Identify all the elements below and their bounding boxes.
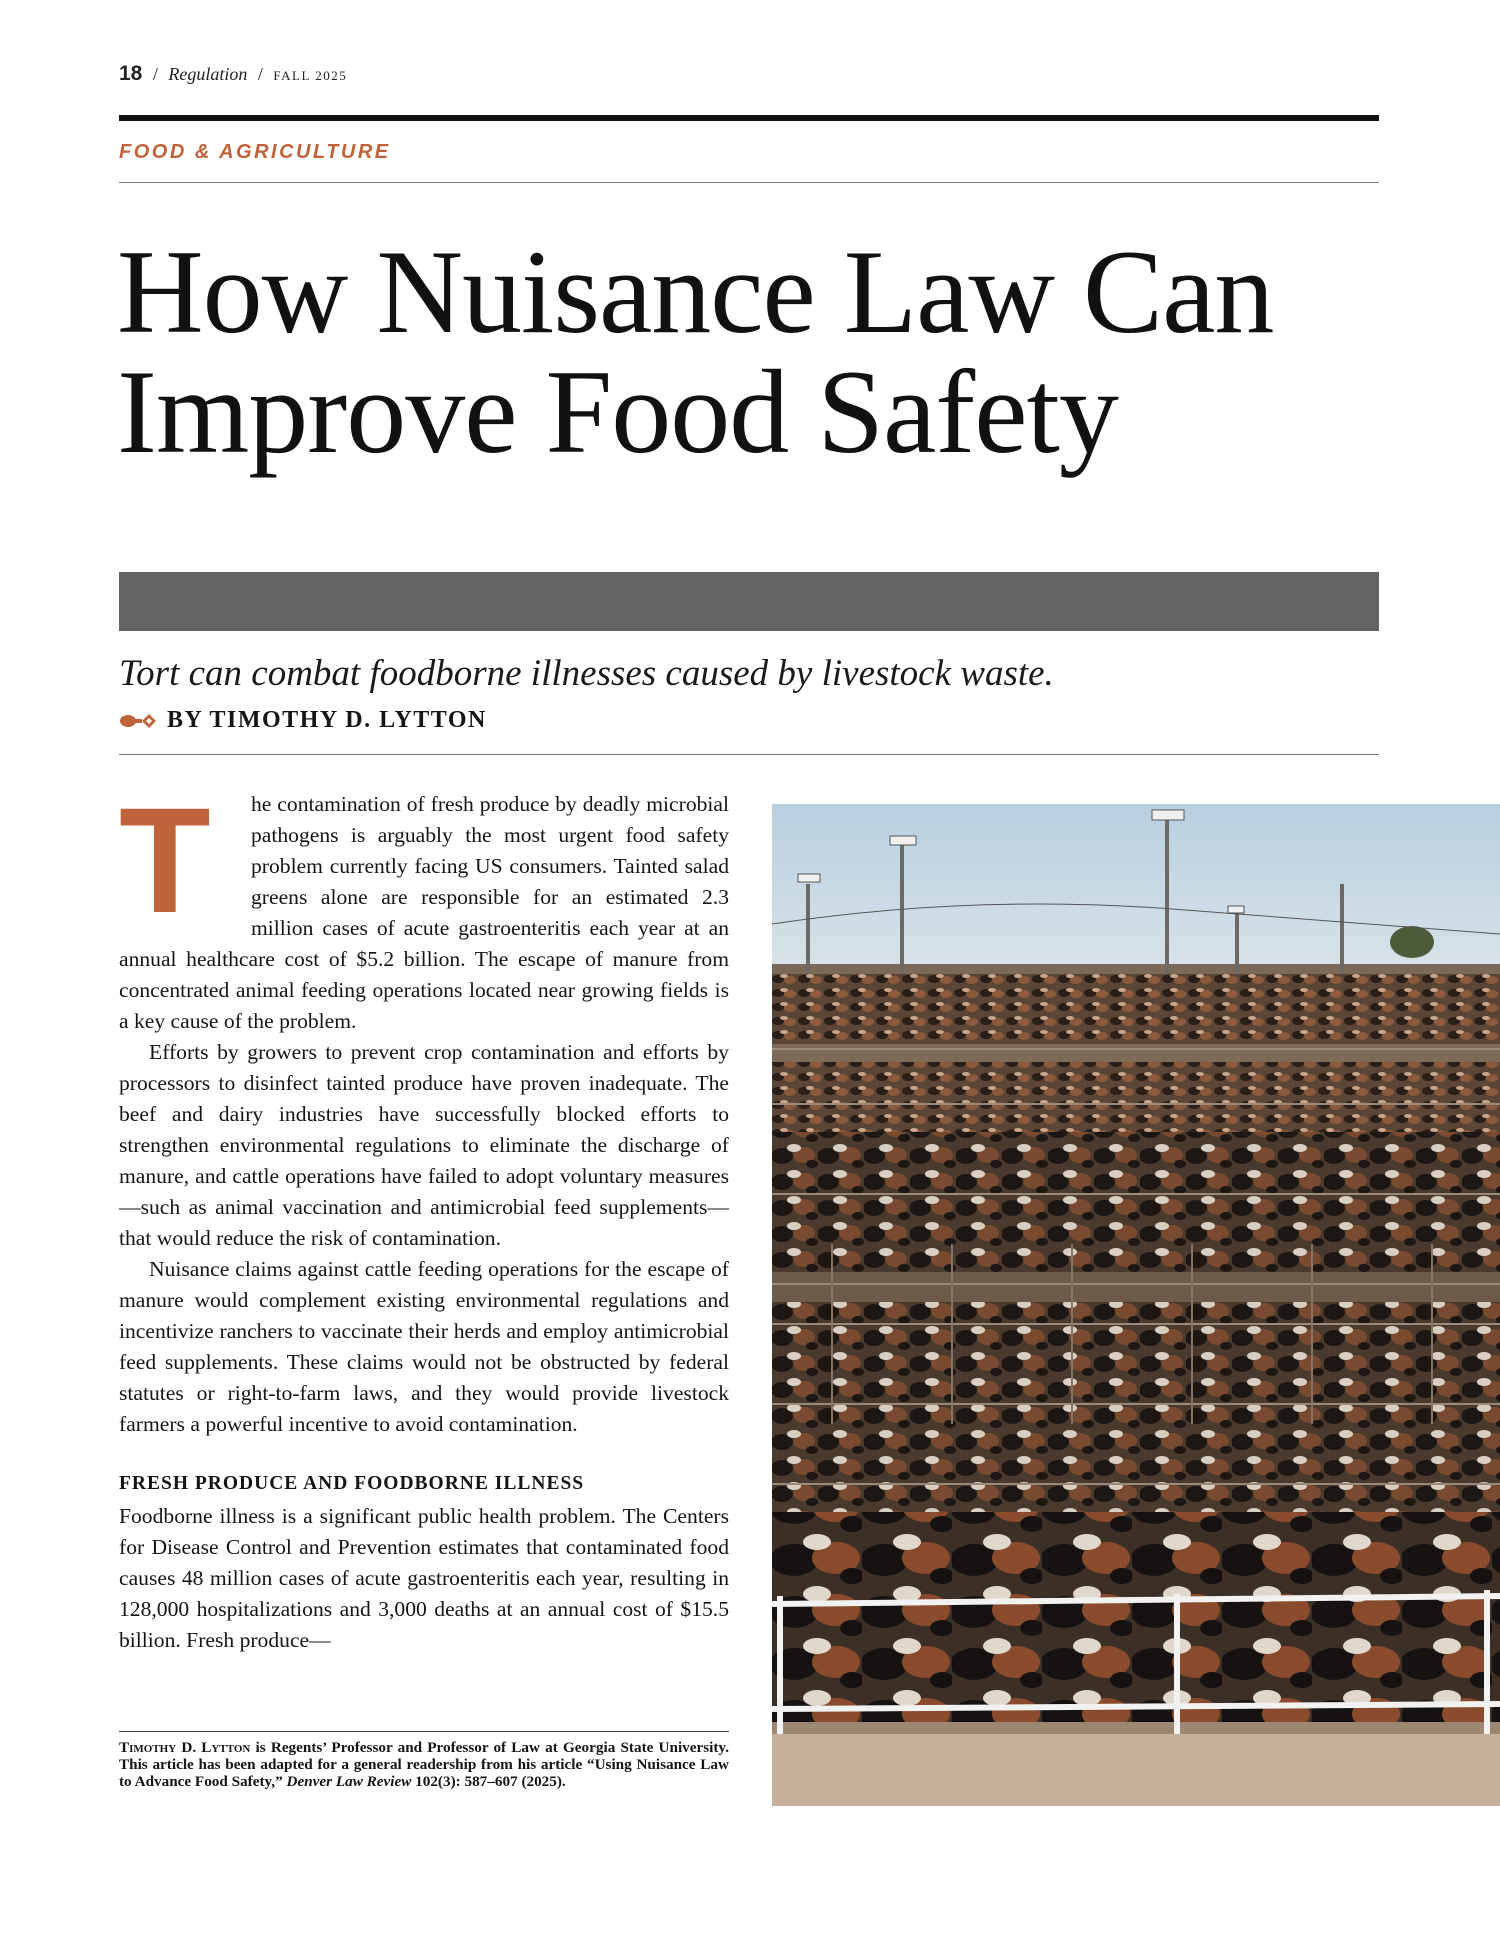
headline bbox=[117, 225, 1407, 478]
section-label: FOOD & AGRICULTURE bbox=[119, 141, 391, 163]
dek: Tort can combat foodborne illnesses caused by livestock waste. bbox=[119, 653, 1054, 694]
paragraph-4: Foodborne illness is a significant public health problem. The Centers for Disease Control and Prevention estimates that contaminated food causes 48 million cases of acute gastroenteritis each year, resulting in 128,000 hospitalizations and 3,000 deaths at an annual cost of $15.5 billion. Fresh produce— bbox=[119, 1504, 729, 1652]
drop-cap: T bbox=[119, 797, 211, 925]
byline-text: BY TIMOTHY D. LYTTON bbox=[167, 707, 487, 733]
paragraph-2: Efforts by growers to prevent crop contamination and efforts by processors to disinfect tainted produce have proven inadequate. The beef and dairy industries have successfully blocked efforts to strengthen environmental regulations to eliminate the discharge of manure, and cattle operations have failed to adopt voluntary measures—such as animal vaccination and antimicrobial feed supplements—that would reduce the risk of contamination. bbox=[119, 1040, 729, 1250]
headline-line-1: How Nuisance Law Can bbox=[117, 225, 1274, 358]
separator: / bbox=[257, 64, 263, 84]
bio-author-name: Timothy D. Lytton bbox=[119, 1739, 251, 1756]
grey-band bbox=[119, 572, 1379, 631]
author-bio bbox=[119, 1739, 729, 1790]
byline-divider bbox=[119, 754, 1379, 755]
separator: / bbox=[152, 64, 158, 84]
headline-line-2: Improve Food Safety bbox=[117, 345, 1118, 478]
paragraph-1 bbox=[119, 789, 729, 1037]
paragraph-3: Nuisance claims against cattle feeding operations for the escape of manure would complement existing environmental regulations and incentivize ranchers to vaccinate their herds and employ antimicrobial feed supplements. These claims would not be obstructed by federal statutes or right-to-farm laws, and they would provide livestock farmers a powerful incentive to avoid contamination. bbox=[119, 1257, 729, 1436]
bio-text: is Regents’ Professor and Professor of Law at Georgia State University. This article has been adapted for a general readership from his article “Using Nuisance Law to Advance Food Safety,” bbox=[119, 1739, 729, 1790]
issue-label: FALL 2025 bbox=[273, 68, 348, 83]
page-number: 18 bbox=[119, 62, 143, 85]
byline bbox=[119, 707, 487, 734]
bio-citation: 102(3): 587–607 (2025). bbox=[411, 1773, 566, 1790]
top-rule bbox=[119, 115, 1379, 121]
magazine-name: Regulation bbox=[168, 64, 248, 84]
running-head bbox=[119, 62, 347, 86]
paragraph-1-text: he contamination of fresh produce by deadly microbial pathogens is arguably the most urgent food safety problem currently facing US consumers. Tainted salad greens alone are responsible for an estimated 2.3 million cases of acute gastroenteritis each year at an annual healthcare cost of $5.2 billion. The escape of manure from concentrated animal feeding operations located near growing fields is a key cause of the problem. bbox=[119, 792, 729, 1033]
bio-journal: Denver Law Review bbox=[286, 1773, 412, 1790]
section-subhead: FRESH PRODUCE AND FOODBORNE ILLNESS bbox=[119, 1473, 585, 1494]
body-column bbox=[119, 789, 729, 1656]
feedlot-photo bbox=[772, 804, 1500, 1806]
byline-ornament-icon bbox=[119, 711, 157, 731]
bio-divider bbox=[119, 1731, 729, 1732]
section-divider bbox=[119, 182, 1379, 183]
feedlot-photo-image bbox=[772, 804, 1500, 1806]
